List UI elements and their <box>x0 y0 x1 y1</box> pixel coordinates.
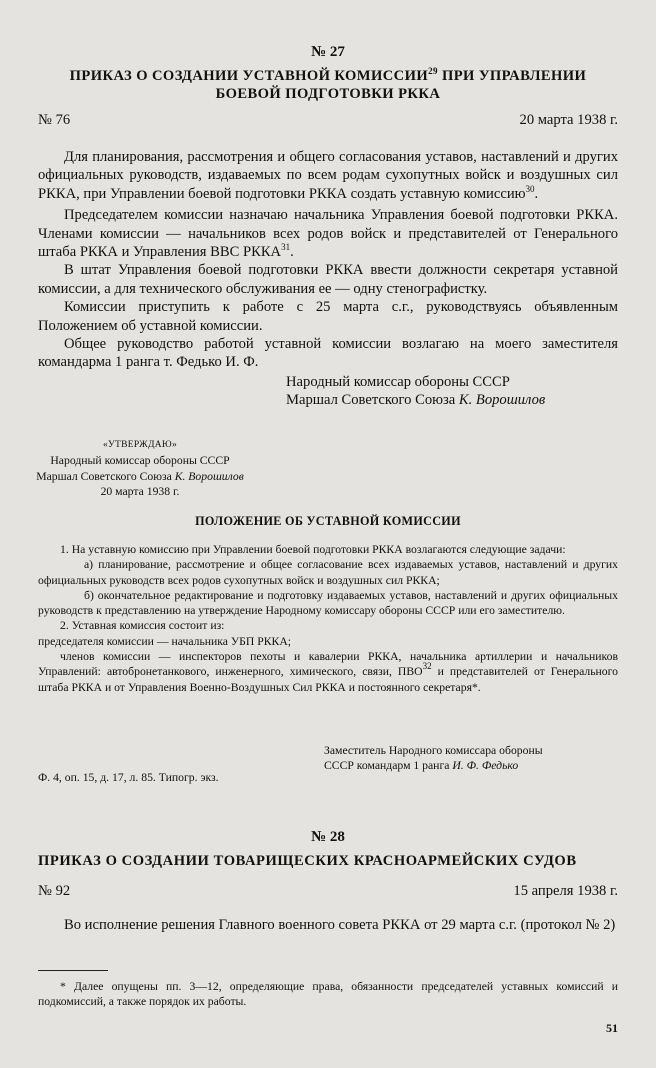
document-number-heading: № 28 <box>311 829 345 845</box>
paragraph: Для планирования, рассмотрения и общего согласования уставов, наставлений и других официальных руководств, издаваемых по всем родам сухопутных войск и воздушных сил РККА, при Управлении боевой подготовки РККА создать уставную комиссию$^{30}$. <box>38 149 618 202</box>
regulation-body <box>38 542 618 695</box>
footnote: * Далее опущены пп. 3—12, определяющие права, обязанности председателей уставных комиссий и подкомиссий, а также порядок их работы. <box>38 980 618 1009</box>
regulation-title: ПОЛОЖЕНИЕ ОБ УСТАВНОЙ КОМИССИИ <box>195 514 461 528</box>
regulation-signature: Заместитель Народного комиссара обороны СССР командарм 1 ранга И. Ф. Федько <box>324 744 543 773</box>
order-body <box>38 148 618 372</box>
paragraph: Председателем комиссии назначаю начальника Управления боевой подготовки РККА. Членами комиссии — начальников всех родов войск и представителей от Генерального штаба РККА и Управления ВВС РККА$^{31}$. <box>38 207 618 261</box>
regulation-item: 2. Уставная комиссия состоит из: <box>60 619 225 633</box>
regulation-subitem: б) окончательное редактирование и подготовку издаваемых уставов, наставлений и других официальных руководств к представлению на утверждение Народному комиссару обороны СССР или его заместителю. <box>38 588 618 618</box>
order-date: 15 апреля 1938 г. <box>513 883 618 899</box>
order-number: № 92 <box>38 883 71 899</box>
paragraph: Общее руководство работой уставной комиссии возлагаю на моего заместителя командарма 1 ранга т. Федько И. Ф. <box>38 336 618 371</box>
regulation-subitem: председателя комиссии — начальника УБП РККА; <box>38 634 292 648</box>
regulation-subitem: членов комиссии — инспекторов пехоты и кавалерии РККА, начальника артиллерии и начальников Управлений: автобронетанкового, инженерного, химического, связи, ПВО$^{32}$ и представителей от Генерального штаба РККА и от Управления Военно-Воздушных Сил РККА и постоянного секретаря*. <box>38 650 618 694</box>
paragraph: Комиссии приступить к работе с 25 марта с.г., руководствуясь объявленным Положением об уставной комиссии. <box>38 299 618 334</box>
paragraph: Во исполнение решения Главного военного совета РККА от 29 марта с.г. (протокол № 2) <box>64 917 616 933</box>
order-number: № 76 <box>38 112 71 128</box>
order-title: ПРИКАЗ О СОЗДАНИИ ТОВАРИЩЕСКИХ КРАСНОАРМЕЙСКИХ СУДОВ <box>38 853 577 869</box>
paragraph: В штат Управления боевой подготовки РККА ввести должности секретаря уставной комиссии, а для технического обслуживания ее — одну стенографистку. <box>38 262 618 297</box>
regulation-subitem: а) планирование, рассмотрение и общее согласование всех издаваемых уставов, наставлений и других официальных руководств всех родов сухопутных войск и воздушных сил РККА; <box>38 558 618 587</box>
archive-reference: Ф. 4, оп. 15, д. 17, л. 85. Типогр. экз. <box>38 771 219 784</box>
footnote-divider <box>38 970 108 971</box>
signature-block: Народный комиссар обороны СССР Маршал Советского Союза К. Ворошилов <box>286 374 546 409</box>
approval-block: «УТВЕРЖДАЮ» Народный комиссар обороны СССР Маршал Советского Союза К. Ворошилов 20 марта 1938 г. <box>36 440 244 498</box>
document-number-heading: № 27 <box>311 44 345 60</box>
order-date: 20 марта 1938 г. <box>519 112 618 128</box>
order-title: ПРИКАЗ О СОЗДАНИИ УСТАВНОЙ КОМИССИИ$^{29}$ ПРИ УПРАВЛЕНИИ БОЕВОЙ ПОДГОТОВКИ РККА <box>69 66 587 102</box>
page-number: 51 <box>606 1021 618 1035</box>
regulation-item: 1. На уставную комиссию при Управлении боевой подготовки РККА возлагаются следующие задачи: <box>60 543 566 556</box>
